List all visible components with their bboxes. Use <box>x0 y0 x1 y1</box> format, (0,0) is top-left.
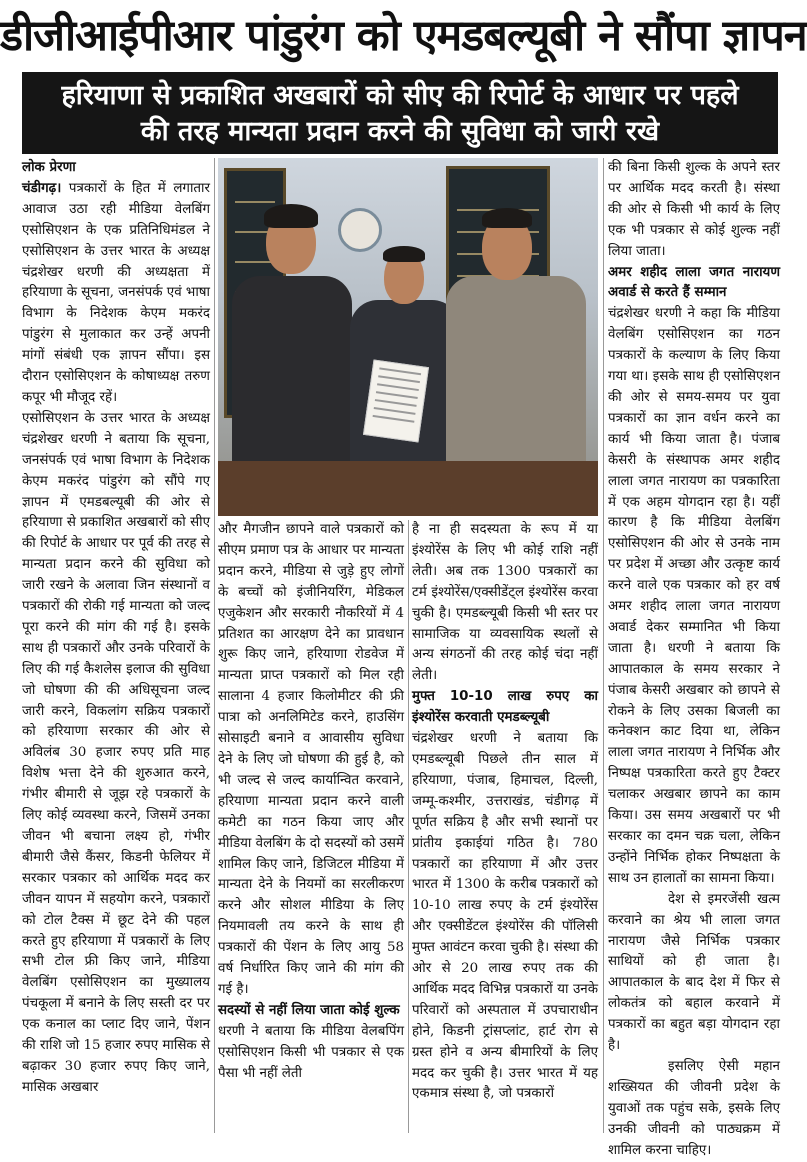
article-column-1 <box>22 158 210 1133</box>
col2-subheading: सदस्यों से नहीं लिया जाता कोई शुल्क <box>218 1002 400 1018</box>
col3-paragraph-2: चंद्रशेखर धरणी ने बताया कि एमडब्ल्यूबी पिछले तीन साल में हरियाणा, पंजाब, हिमाचल, दिल्ली, जम्मू-कश्मीर, उत्तराखंड, चंडीगढ़ में पूर्णत सक्रिय है और सभी स्थानों पर प्रांतीय इकाईयां गठित है। 780 पत्रकारों का हरियाणा में और उत्तर भारत में 1300 के करीब पत्रकारों को 10-10 लाख रुपए के टर्म इंश्योरेंस और एक्सीडेंटल इंश्योरेंस की पॉलिसी मुफ्त आवंटन करवा चुकी है। संस्था की ओर से 20 लाख रुपए तक की आर्थिक मदद विभिन्न पत्रकारों या उनके परिवारों को अस्पताल में उपचाराधीन होने, किडनी ट्रांसप्लांट, हार्ट रोग से ग्रस्त होने व अन्य बीमारियों के लिए मदद कर चुकी है। उत्तर भारत में यह एकमात्र संस्था है, जो पत्रकारों <box>412 731 598 1102</box>
col3-paragraph-1: है ना ही सदस्यता के रूप में या इंश्योरेंस के लिए भी कोई राशि नहीं लेती। अब तक 1300 पत्रकारों का टर्म इंश्योरेंस/एक्सीडेंट्ल इंश्योरेंस करवा चुकी है। एमडब्ल्यूबी किसी भी स्तर पर सामाजिक या व्यवसायिक स्थलों से अन्य संगठनों की तरह कोई चंदा नहीं लेती। <box>412 522 598 684</box>
col2-paragraph-2: धरणी ने बताया कि मीडिया वेलबपिंग एसोसिएशन किसी भी पत्रकार से एक पैसा भी नहीं लेती <box>218 1023 404 1081</box>
col4-paragraph-1: की बिना किसी शुल्क के अपने स्तर पर आर्थिक मदद करती है। संस्था की ओर से किसी भी कार्य के लिए एक भी पत्रकार से कोई शुल्क नहीं लिया जाता। <box>608 160 780 259</box>
column-divider <box>603 158 604 1133</box>
subheadline-line-2: की तरह मान्यता प्रदान करने की सुविधा को जारी रखे <box>140 116 660 147</box>
col3-subheading: मुफ्त 10-10 लाख रुपए का इंश्योरेंस करवाती एमडब्ल्यूबी <box>412 689 598 726</box>
col4-paragraph-4: इसलिए ऐसी महान शख्सियत की जीवनी प्रदेश के युवाओं तक पहुंच सके, इसके लिए उनकी जीवनी को पाठ्यक्रम में शामिल करना चाहिए। <box>608 1058 780 1158</box>
memorandum-paper <box>363 359 429 442</box>
article-column-3 <box>412 520 598 1133</box>
headline: डीजीआईपीआर पांडुरंग को एमडबल्यूबी ने सौंपा ज्ञापन <box>0 11 807 61</box>
emblem-icon <box>338 208 382 252</box>
column-divider <box>408 520 409 1133</box>
subheadline-box <box>22 72 778 154</box>
col2-paragraph-1: और मैगजीन छापने वाले पत्रकारों को सीएम प्रमाण पत्र के आधार पर मान्यता प्रदान करने, मीडिया से जुड़े हुए लोगों के बच्चों को इंजीनियरिंग, मेडिकल एजुकेशन और सरकारी नौकरियों में 4 प्रतिशत का आरक्षण देने का प्रावधान शुरू किए जाने, हरियाणा रोडवेज में मान्यता प्राप्त पत्रकारों को मिल रही सालाना 4 हजार किलोमीटर की फ्री पात्रा को अनलिमिटेड करने, हाउसिंग सोसाइटी बनाने व आवासीय सुविधा देने के लिए जो घोषणा की हुई है, को भी जल्द से जल्द कार्यान्वित करवाने, हरियाणा मान्यता प्रदान करने वाली कमेटी का गठन किया जाए और मीडिया वेलबिंग के दो सदस्यों को उसमें शामिल किए जाने, डिजिटल मीडिया में मान्यता देने के नियमों का सरलीकरण करने और सोशल मीडिया के लिए नियमावली तय करने के साथ ही पत्रकारों की पेंशन के लिए आयु 58 वर्ष निर्धारित किए जाने की मांग की गई है। <box>218 522 404 997</box>
desk <box>218 461 598 516</box>
column-divider <box>214 158 215 1133</box>
col1-paragraph-2: एसोसिएशन के उत्तर भारत के अध्यक्ष चंद्रशेखर धरणी ने बताया कि सूचना, जनसंपर्क एवं भाषा विभाग के निदेशक केएम मकरंद पांडुरंग को सौंपे गए ज्ञापन में एमडबल्यूबी की ओर से हरियाणा से प्रकाशित अखबारों को सीए की रिपोर्ट के आधार पर पूर्व की तरह से मान्यता प्रदान करने की सुविधा को जारी रखने के अलावा जिन संस्थानों व पत्रकारों की रोकी गई मान्यता को जल्द पूरा करने की मांग की गई है। इसके साथ ही पत्रकारों और उनके परिवारों के लिए की गई कैशलेस इलाज की सुविधा जो घोषणा की की अधिसूचना जल्द जारी करने, विकलांग सक्रिय पत्रकारों को हरियाणा सरकार की ओर से अविलंब 30 हजार रुपए प्रति माह विशेष भत्ता देने की शुरुआत करने, गंभीर बीमारी से जूझ रहे पत्रकारों के लिए कोई व्यवस्था करने, जिसमें उनका जीवन भी बचाना लक्ष्य हो, गंभीर बीमारी जैसे कैंसर, किडनी फेलियर में सरकार पत्रकार को आर्थिक मदद कर जीवन यापन में सहयोग करने, पत्रकारों को टोल टैक्स में छूट देने की पहल करते हुए हरियाणा में पत्रकारों के लिए सभी टोल फ्री किए जाने, मीडिया वेलबिंग एसोसिएशन का मुख्यालय पंचकूला में बनाने के लिए सस्ती दर पर एक कनाल का प्लाट दिए जाने, पेंशन की राशि जो 15 हजार रुपए मासिक से बढ़ाकर 30 हजार रुपए किए जाने, मासिक अखबार <box>22 410 210 1095</box>
col4-paragraph-2: चंद्रशेखर धरणी ने कहा कि मीडिया वेलबिंग एसोसिएशन का गठन पत्रकारों के कल्याण के लिए किया गया था। इसके साथ ही एसोसिएशन की ओर से समय-समय पर युवा पत्रकारों का ज्ञान वर्धन करने का कार्य भी किया जाता है। पंजाब केसरी के संस्थापक अमर शहीद लाला जगत नारायण का पत्रकारिता में एक अहम योगदान रहा है। यहीं कारण है कि मीडिया वेलबिंग एसोसिएशन की ओर से उनके नाम पर प्रदेश में अच्छा और उत्कृष्ट कार्य करने वाले एक पत्रकार को हर वर्ष अमर शहीद लाला जगत नारायण अवार्ड देकर सम्मानित भी किया जाता है। धरणी ने बताया कि आपातकाल के समय सरकार ने पंजाब केसरी अखबार को छापने से रोकने के लिए उसका बिजली का कनेक्शन काट दिया था, लेकिन लाला जगत नारायण ने निर्भिक और निष्पक्ष पत्रकारिता करते हुए टैक्टर चलाकर अखबार छापने का काम किया। उस समय अखबारों पर भी सरकार का दमन चक्र चला, लेकिन उन्होंने निर्भिक होकर निष्पक्षता के साथ उन हालातों का सामना किया। <box>608 306 780 886</box>
col1-paragraph-1: पत्रकारों के हित में लगातार आवाज उठा रही मीडिया वेलबिंग एसोसिएशन के एक प्रतिनिधिमंडल ने एसोसिएशन के उत्तर भारत के अध्यक्ष चंद्रशेखर धरणी की अध्यक्षता में हरियाणा के सूचना, जनसंपर्क एवं भाषा विभाग के निदेशक केएम मकरंद पांडुरंग से मुलाकात कर उन्हें अपनी मांगों संबंधी एक ज्ञापन सौंपा। इस दौरान एसोसिएशन के कोषाध्यक्ष तरुण कपूर भी मौजूद रहें। <box>22 180 210 405</box>
byline: लोक प्रेरणा <box>22 160 76 175</box>
news-photo <box>218 158 598 516</box>
col4-paragraph-3: देश से इमरजेंसी खत्म करवाने का श्रेय भी लाला जगत नारायण जैसे निर्भिक पत्रकार साथियों को ही जाता है। आपातकाल के बाद देश में फिर से लोकतंत्र को बहाल करवाने में पत्रकारों का बहुत बड़ा योगदान रहा है। <box>608 891 780 1054</box>
article-column-4 <box>608 158 780 1158</box>
col4-subheading: अमर शहीद लाला जगत नारायण अवार्ड से करते हैं सम्मान <box>608 264 780 301</box>
dateline: चंडीगढ़। <box>22 180 62 196</box>
article-column-2 <box>218 520 404 1133</box>
subheadline-line-1: हरियाणा से प्रकाशित अखबारों को सीए की रिपोर्ट के आधार पर पहले <box>61 80 739 111</box>
